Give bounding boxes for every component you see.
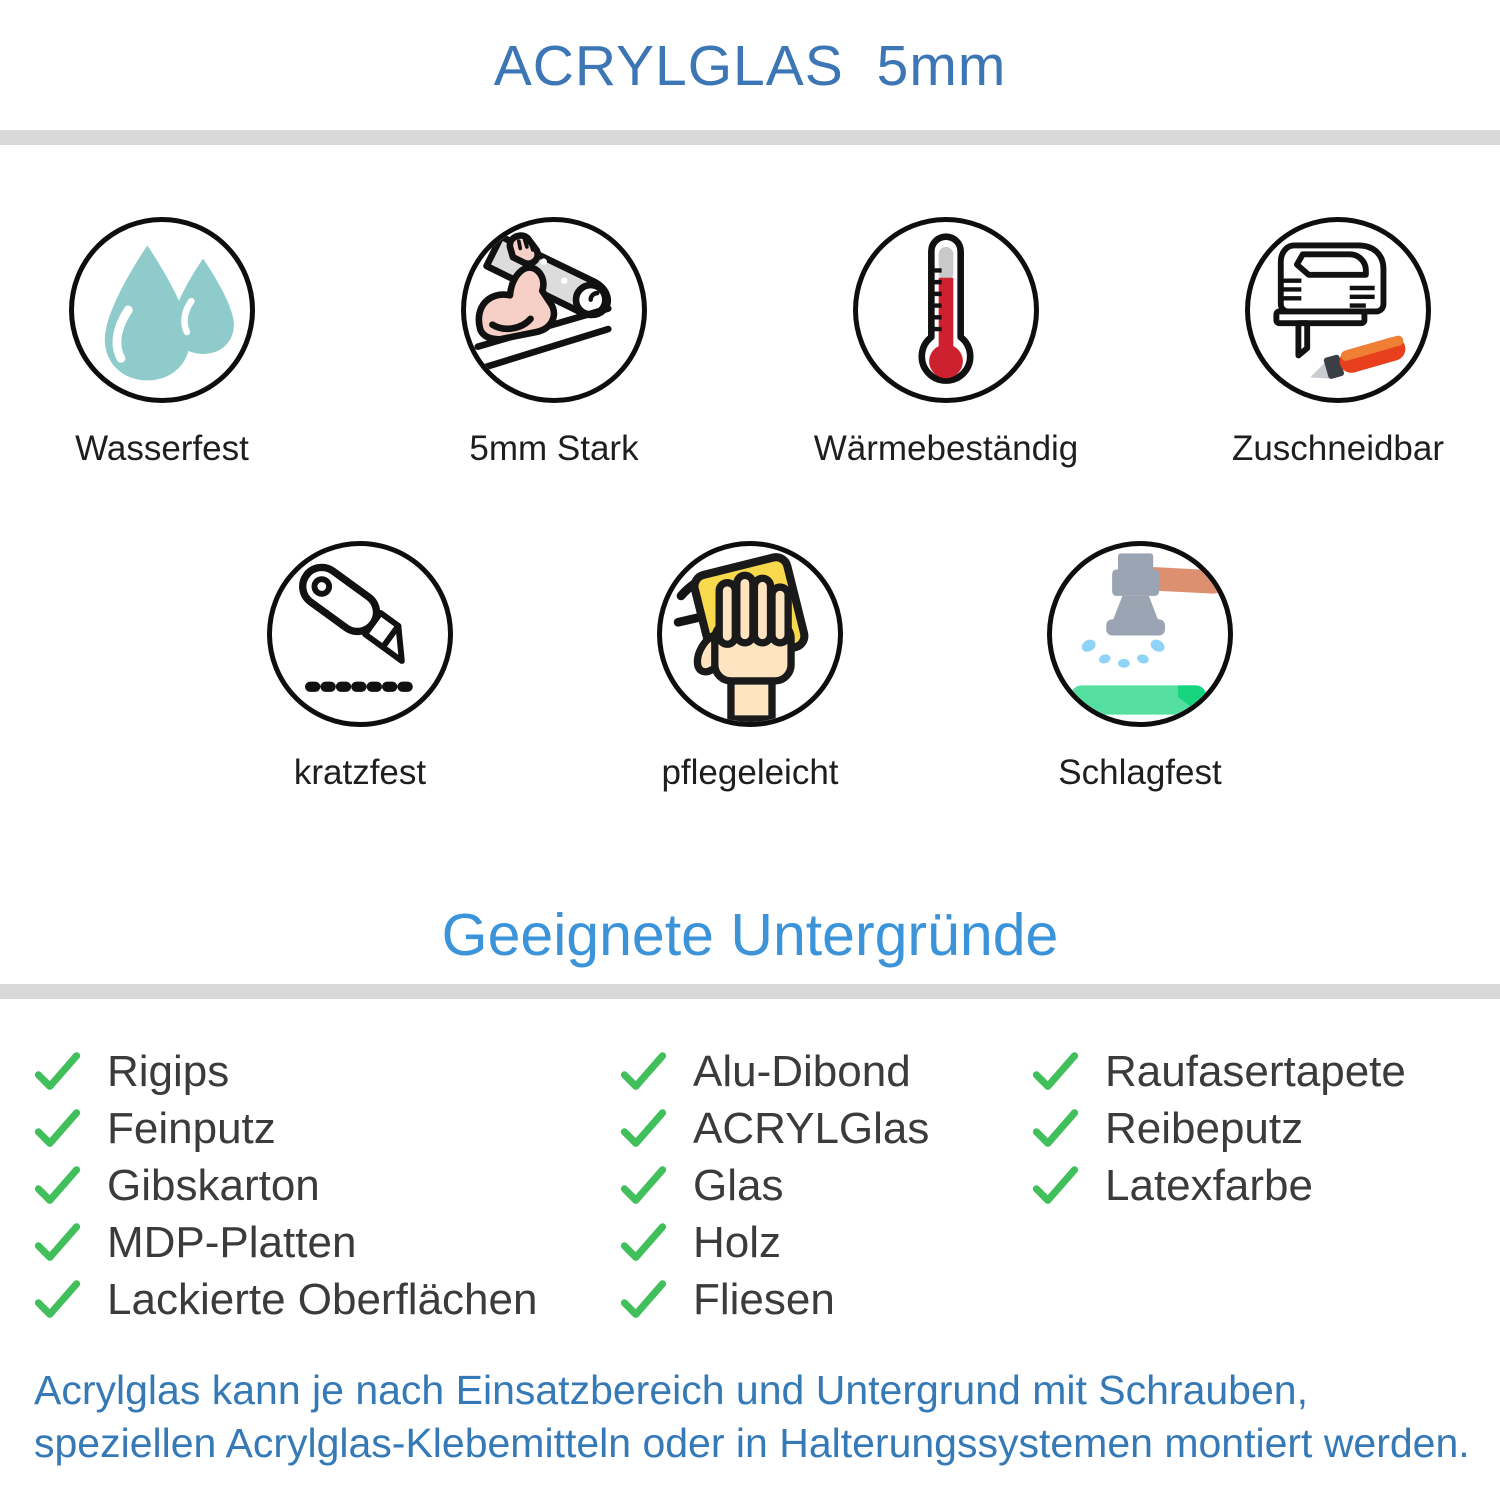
- hammer-impact-icon: [1052, 546, 1228, 722]
- feature-schlagfest: [1006, 541, 1274, 793]
- section-title: Geeignete Untergründe: [441, 901, 1059, 968]
- feature-label: kratzfest: [293, 752, 427, 792]
- substrate-label: Lackierte Oberflächen: [107, 1274, 538, 1324]
- feature-label: pflegeleicht: [661, 752, 839, 792]
- check-icon: [34, 1279, 81, 1321]
- substrate-label: Alu-Dibond: [693, 1046, 911, 1096]
- list-item: [34, 1043, 620, 1100]
- list-item: [620, 1157, 1032, 1214]
- features-row-1: [0, 217, 1500, 469]
- substrate-label: Holz: [693, 1217, 782, 1267]
- list-item: [620, 1043, 1032, 1100]
- features-row-2: [0, 541, 1500, 793]
- check-icon: [620, 1279, 667, 1321]
- substrate-label: Feinputz: [107, 1103, 276, 1153]
- icon-circle: [853, 217, 1039, 403]
- list-item: [34, 1157, 620, 1214]
- feature-label: 5mm Stark: [469, 428, 639, 468]
- substrate-label: Gibskarton: [107, 1160, 320, 1210]
- utility-knife-icon: [272, 546, 448, 722]
- icon-circle: [657, 541, 843, 727]
- list-item: [620, 1271, 1032, 1328]
- list-item: [620, 1100, 1032, 1157]
- feature-label: Zuschneidbar: [1231, 428, 1445, 468]
- feature-label: Schlagfest: [1058, 752, 1222, 792]
- check-icon: [1032, 1051, 1079, 1093]
- list-item: [1032, 1157, 1500, 1214]
- footer-note: [0, 1364, 1500, 1470]
- list-item: [34, 1271, 620, 1328]
- feature-label: Wasserfest: [75, 428, 249, 468]
- substrate-label: Glas: [693, 1160, 784, 1210]
- icon-circle: [69, 217, 255, 403]
- substrate-label: ACRYLGlas: [693, 1103, 930, 1153]
- list-item: [34, 1214, 620, 1271]
- substrate-label: Reibeputz: [1105, 1103, 1304, 1153]
- icon-circle: [1245, 217, 1431, 403]
- hand-with-cloth-icon: [662, 546, 838, 722]
- check-icon: [34, 1222, 81, 1264]
- feature-pflegeleicht: [616, 541, 884, 793]
- footer-line-2: speziellen Acrylglas-Klebemitteln oder in Halterungssystemen montiert werden.: [34, 1420, 1470, 1467]
- icon-circle: [461, 217, 647, 403]
- check-icon: [620, 1222, 667, 1264]
- check-icon: [1032, 1108, 1079, 1150]
- check-icon: [620, 1108, 667, 1150]
- list-item: [1032, 1100, 1500, 1157]
- substrates-column-3: [1032, 1043, 1500, 1328]
- muscle-arm-icon: [466, 222, 642, 398]
- check-icon: [34, 1108, 81, 1150]
- check-icon: [34, 1165, 81, 1207]
- substrate-label: Fliesen: [693, 1274, 835, 1324]
- feature-zuschneidbar: [1204, 217, 1472, 469]
- substrates-column-1: [34, 1043, 620, 1328]
- check-icon: [620, 1165, 667, 1207]
- feature-kratzfest: [226, 541, 494, 793]
- check-icon: [620, 1051, 667, 1093]
- list-item: [620, 1214, 1032, 1271]
- feature-waermebestaendig: [812, 217, 1080, 469]
- feature-wasserfest: [28, 217, 296, 469]
- substrate-label: Latexfarbe: [1105, 1160, 1313, 1210]
- thermometer-icon: [858, 222, 1034, 398]
- feature-5mm-stark: [420, 217, 688, 469]
- feature-label: Wärmebeständig: [813, 428, 1079, 468]
- list-item: [34, 1100, 620, 1157]
- divider: [0, 130, 1500, 145]
- icon-circle: [1047, 541, 1233, 727]
- footer-line-1: Acrylglas kann je nach Einsatzbereich und Untergrund mit Schrauben,: [34, 1367, 1308, 1414]
- check-icon: [34, 1051, 81, 1093]
- substrates-list: [0, 1043, 1500, 1328]
- page-title: ACRYLGLAS 5mm: [493, 34, 1007, 98]
- list-item: [1032, 1043, 1500, 1100]
- substrate-label: Raufasertapete: [1105, 1046, 1406, 1096]
- substrate-label: Rigips: [107, 1046, 230, 1096]
- icon-circle: [267, 541, 453, 727]
- divider: [0, 984, 1500, 999]
- substrates-column-2: [620, 1043, 1032, 1328]
- jigsaw-knife-icon: [1250, 222, 1426, 398]
- check-icon: [1032, 1165, 1079, 1207]
- water-drops-icon: [74, 222, 250, 398]
- substrate-label: MDP-Platten: [107, 1217, 357, 1267]
